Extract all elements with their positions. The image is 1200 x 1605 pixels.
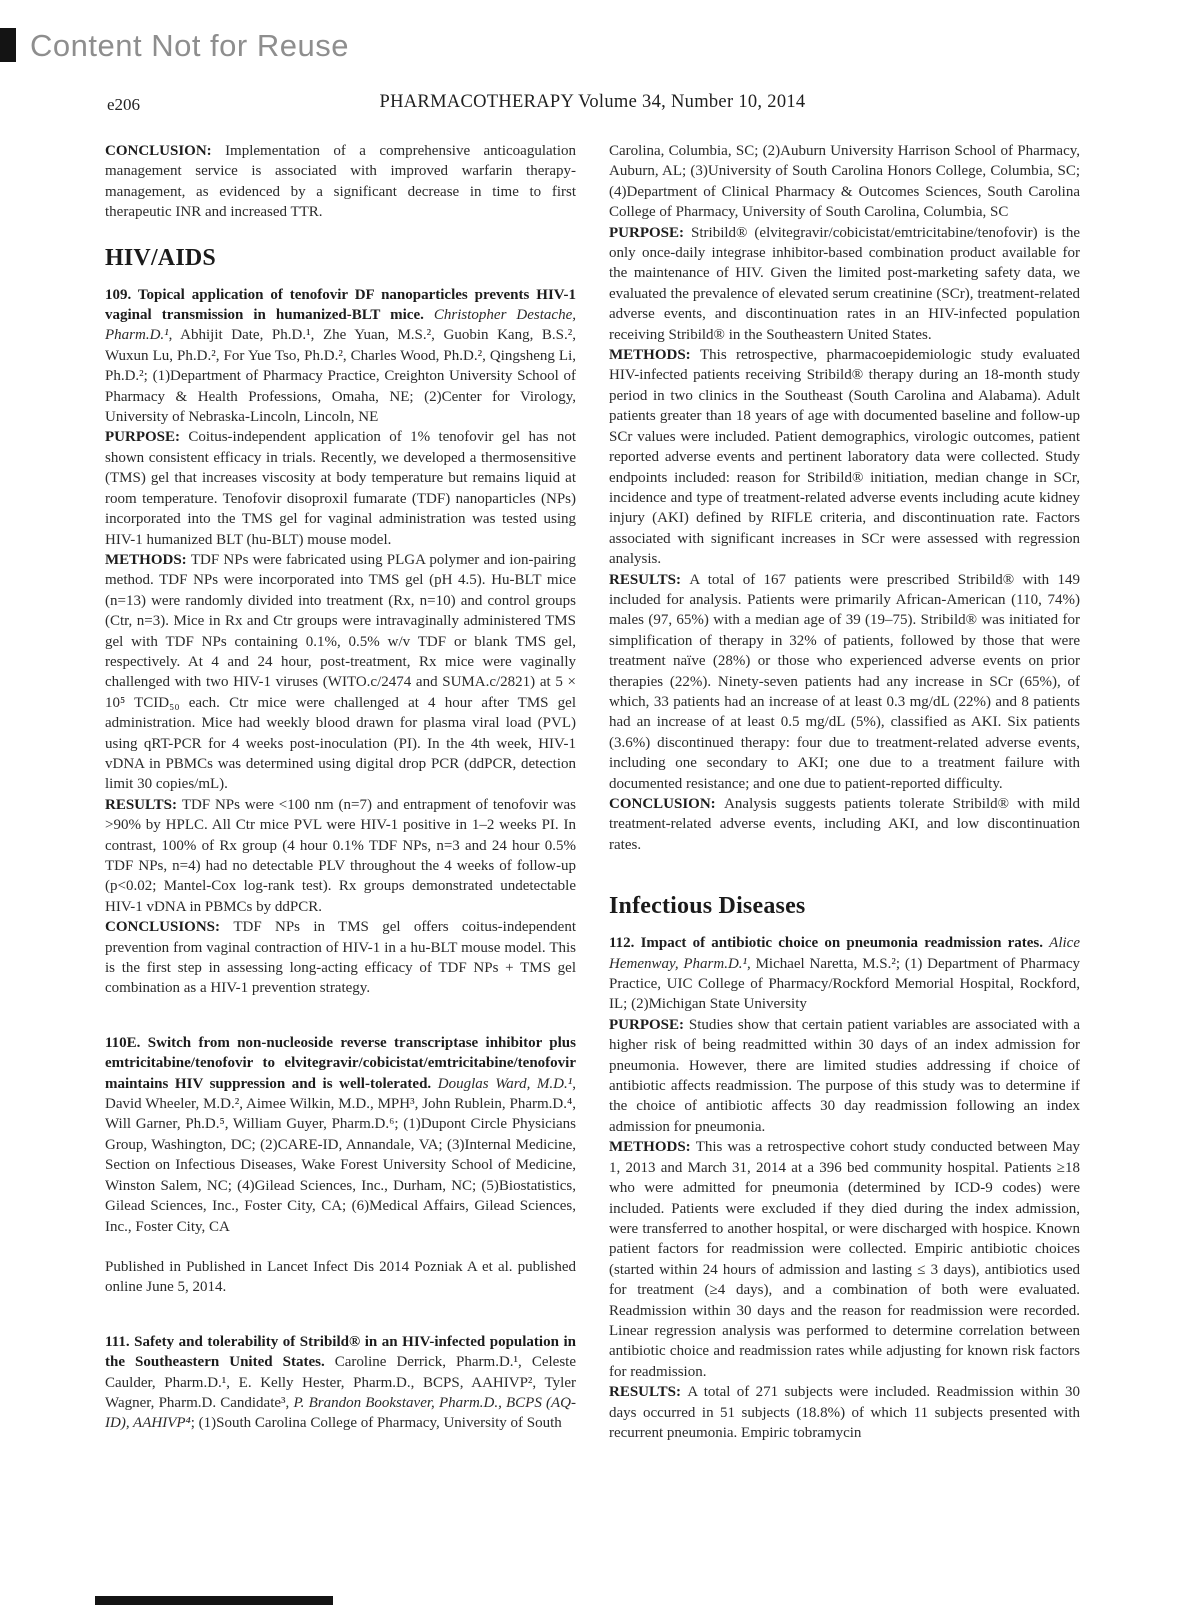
abstract-111-purpose <box>609 223 1080 345</box>
bold-text: RESULTS: <box>105 796 182 813</box>
body-text: This retrospective, pharmacoepidemiologic study evaluated HIV-infected patients receiving Stribild® therapy during an 18-month study period in two clinics in the Southeast (South Carolina and Alabama). Adult patients greater than 18 years of age with documented baseline and follow-up SCr values were included. Patient demographics, virologic outcomes, patient reported adverse events and pertinent laboratory data were collected. Study endpoints included: reason for Stribild® initiation, median change in SCr, incidence and type of treatment-related adverse events including acute kidney injury (AKI) defined by RIFLE criteria, and discontinuation rate. Factors associated with significant increases in SCr were assessed with regression analysis. <box>609 347 1080 568</box>
bold-text: METHODS: <box>609 1139 696 1156</box>
bold-text: PURPOSE: <box>609 1016 689 1033</box>
body-text: Stribild® (elvitegravir/cobicistat/emtricitabine/tenofovir) is the only once-daily integrase inhibitor-based combination product available for the maintenance of HIV. Given the limited post-marketing safety data, we evaluated the prevalence of elevated serum creatinine (SCr), treatment-related adverse events, and discontinuation rates in an HIV-infected population receiving Stribild® in the Southeastern United States. <box>609 224 1080 343</box>
body-text: A total of 271 subjects were included. Readmission within 30 days occurred in 51 subjects (18.8%) of which 11 subjects presented with recurrent pneumonia. Empiric tobramycin <box>609 1384 1080 1441</box>
body-text: Carolina, Columbia, SC; (2)Auburn University Harrison School of Pharmacy, Auburn, AL; (3)University of South Carolina Honors College, Columbia, SC; (4)Department of Clinical Pharmacy & Outcomes Sciences, South Carolina College of Pharmacy, University of South Carolina, Columbia, SC <box>609 143 1080 221</box>
section-heading: HIV/AIDS <box>105 244 216 271</box>
abstract-111-affiliations-continued <box>609 141 1080 223</box>
page-number: e206 <box>107 95 141 114</box>
abstract-109-conclusions <box>105 917 576 999</box>
italic-text: P. Brandon Bookstaver, Pharm.D., BCPS (AQ-ID), AAHIVP⁴ <box>105 1394 576 1432</box>
bold-text: PURPOSE: <box>609 224 692 241</box>
right-column <box>609 141 1080 1443</box>
italic-text: Douglas Ward, M.D.¹ <box>437 1075 573 1092</box>
body-text: This was a retrospective cohort study conducted between May 1, 2013 and March 31, 2014 at a 396 bed community hospital. Patients ≥18 who were admitted for pneumonia (determined by ICD-9 codes) were included. Patients were excluded if they died during the index admission, were transferred to another hospital, or were discharged with hospice. Known patient factors for readmission were collected. Empiric antibiotic choices (started within 24 hours of admission and lasting ≤ 3 days), antibiotics used for treatment (≥4 days), and a combination of both were evaluated. Readmission within 30 days and the reason for readmission were recorded. Linear regression analysis was performed to determine correlation between antibiotic choice and readmission rates while adjusting for known risk factors for readmission. <box>609 1139 1080 1380</box>
two-column-body <box>105 141 1080 1443</box>
abstract-109-title-authors <box>105 285 576 428</box>
bold-text: RESULTS: <box>609 1384 688 1401</box>
bold-text: METHODS: <box>105 551 191 568</box>
italic-text: Christopher Destache, Pharm.D.¹ <box>105 307 576 344</box>
abstract-111-title-authors <box>105 1332 576 1434</box>
left-column <box>105 141 576 1443</box>
bold-text: CONCLUSION: <box>105 143 226 159</box>
abstract-110e-title-authors <box>105 1033 576 1237</box>
vertical-gap <box>105 1237 576 1257</box>
body-text: ; (1)South Carolina College of Pharmacy, University of South <box>190 1415 562 1432</box>
abstract-109-purpose <box>105 427 576 549</box>
body-text: , David Wheeler, M.D.², Aimee Wilkin, M.D., MPH³, John Rublein, Pharm.D.⁴, Will Garner, Ph.D.⁵, William Guyer, Pharm.D.⁶; (1)Dupont Circle Physicians Group, Washington, DC; (2)CARE-ID, Annandale, VA; (3)Internal Medicine, Section on Infectious Diseases, Wake Forest University School of Medicine, Winston Salem, NC; (4)Gilead Sciences, Inc., Durham, NC; (5)Biostatistics, Gilead Sciences, Inc., Foster City, CA; (6)Medical Affairs, Gilead Sciences, Inc., Foster City, CA <box>105 1075 576 1235</box>
abstract-112-purpose <box>609 1015 1080 1137</box>
abstract-112-methods <box>609 1137 1080 1382</box>
scan-artifact-bottom-left <box>95 1596 333 1605</box>
bold-text: CONCLUSIONS: <box>105 919 234 936</box>
vertical-gap <box>105 1298 576 1332</box>
body-text: Implementation of a comprehensive anticoagulation management service is associated with improved warfarin therapy-management, as evidenced by a significant decrease in time to first therapeutic INR and increased TTR. <box>105 143 576 221</box>
abstract-111-conclusion <box>609 794 1080 855</box>
journal-title: PHARMACOTHERAPY Volume 34, Number 10, 2014 <box>379 92 806 112</box>
scan-artifact-top-left <box>0 28 16 62</box>
abstract-112-title-authors <box>609 933 1080 1015</box>
bold-text: CONCLUSION: <box>609 796 725 812</box>
published-note <box>105 1257 576 1298</box>
body-text: , Michael Naretta, M.S.²; (1) Department of Pharmacy Practice, UIC College of Pharmacy/Rockford Memorial Hospital, Rockford, IL; (2)Michigan State University <box>609 955 1080 1013</box>
body-text: Studies show that certain patient variables are associated with a higher risk of being readmitted within 30 days of an index admission for pneumonia. However, there are limited studies addressing if choice of antibiotic affects readmission. The purpose of this study was to determine if the choice of antibiotic affects 30 day readmission following an index admission for pneumonia. <box>609 1016 1081 1135</box>
vertical-gap <box>105 999 576 1033</box>
bold-text: RESULTS: <box>609 571 690 588</box>
abstract-111-results <box>609 570 1080 794</box>
body-text: TDF NPs were fabricated using PLGA polymer and ion-pairing method. TDF NPs were incorporated into TMS gel (pH 4.5). Hu-BLT mice (n=13) were randomly divided into treatment (Rx, n=10) and control groups (Ctr, n=3). Mice in Rx and Ctr groups were intravaginally administered TMS gel with TDF NPs containing 0.1%, 0.5% w/v TDF or blank TMS gel, respectively. At 4 and 24 hour, post-treatment, Rx mice were vaginally challenged with two HIV-1 viruses (WITO.c/2474 and SUMA.c/2821) at 5 × 10⁵ TCID₅₀ each. Ctr mice were challenged at 4 hour after TMS gel administration. Mice had weekly blood drawn for plasma viral load (PVL) using qRT-PCR for 4 weeks post-inoculation (PI). In the 4th week, HIV-1 vDNA in PBMCs was determined using digital drop PCR (ddPCR, detection limit 30 copies/mL). <box>105 551 576 793</box>
bold-text: PURPOSE: <box>105 429 189 446</box>
body-text: Coitus-independent application of 1% tenofovir gel has not shown consistent efficacy in trials. Recently, we developed a thermosensitive (TMS) gel that increases viscosity at body temperature but remains liquid at room temperature. Tenofovir disoproxil fumarate (TDF) nanoparticles (NPs) incorporated into the TMS gel for vaginal administration was tested using HIV-1 humanized BLT (hu-BLT) mouse model. <box>105 429 577 548</box>
section-heading: Infectious Diseases <box>609 893 806 920</box>
bold-text: 112. Impact of antibiotic choice on pneumonia readmission rates. <box>609 935 1050 952</box>
body-text: TDF NPs in TMS gel offers coitus-independent prevention from vaginal contraction of HIV-1 in a hu-BLT mouse model. This is the first step in assessing long-acting efficacy of TDF NPs + TMS gel combination as a HIV-1 prevention strategy. <box>105 919 576 997</box>
body-text: TDF NPs were <100 nm (n=7) and entrapment of tenofovir was >90% by HPLC. All Ctr mice PVL were HIV-1 positive in 1–2 weeks PI. In contrast, 100% of Rx group (4 hour 0.1% TDF NPs, n=3 and 24 hour 0.5% TDF NPs, n=4) had no detectable PLV throughout the 4 weeks of follow-up (p<0.02; Mantel-Cox log-rank test). Rx groups demonstrated undetectable HIV-1 vDNA in PBMCs by ddPCR. <box>105 796 576 915</box>
vertical-gap <box>609 855 1080 871</box>
bold-text: METHODS: <box>609 347 700 364</box>
bold-text: 110E. Switch from non-nucleoside reverse transcriptase inhibitor plus emtricitabine/tenofovir to elvitegravir/cobicistat/emtricitabine/tenofovir maintains HIV suppression and is well-tolerated. <box>105 1034 576 1092</box>
page-header <box>105 92 1080 122</box>
body-text: A total of 167 patients were prescribed Stribild® with 149 included for analysis. Patients were primarily African-American (110, 74%) males (97, 65%) with a median age of 39 (19–75). Stribild® was initiated for simplification of therapy in 32% of patients, followed by those that were treatment naïve (28%) or those who experienced adverse events on prior therapies (22%). Ninety-seven patients had any increase in SCr (65%), of which, 33 patients had an increase of at least 0.3 mg/dL (22%) and 8 patients had an increase of at least 0.5 mg/dL (5%), classified as AKI. Six patients (3.6%) discontinued therapy: four due to treatment-related adverse events, including one secondary to AKI; one due to a treatment failure with documented resistance; and one due to patient-reported difficulty. <box>609 571 1081 792</box>
conclusion-paragraph <box>105 141 576 223</box>
body-text: , Abhijit Date, Ph.D.¹, Zhe Yuan, M.S.², Guobin Kang, B.S.², Wuxun Lu, Ph.D.², For Yue Tso, Ph.D.², Charles Wood, Ph.D.², Qingsheng Li, Ph.D.²; (1)Department of Pharmacy Practice, Creighton University School of Pharmacy & Health Professions, Omaha, NE; (2)Center for Virology, University of Nebraska-Lincoln, Lincoln, NE <box>105 327 576 426</box>
abstract-109-methods <box>105 550 576 795</box>
abstract-111-methods <box>609 345 1080 569</box>
body-text: Caroline Derrick, Pharm.D.¹, Celeste Caulder, Pharm.D.¹, E. Kelly Hester, Pharm.D., BCPS, AAHIVP², Tyler Wagner, Pharm.D. Candidate³, <box>105 1354 576 1411</box>
body-text: Published in Published in Lancet Infect Dis 2014 Pozniak A et al. published online June 5, 2014. <box>105 1258 576 1296</box>
abstract-109-results <box>105 795 576 917</box>
watermark-text: Content Not for Reuse <box>30 28 349 63</box>
italic-text: Alice Hemenway, Pharm.D.¹ <box>609 935 1080 972</box>
abstract-112-results <box>609 1382 1080 1443</box>
body-text: Analysis suggests patients tolerate Stribild® with mild treatment-related adverse events, including AKI, and low discontinuation rates. <box>609 796 1080 853</box>
bold-text: 109. Topical application of tenofovir DF nanoparticles prevents HIV-1 vaginal transmission in humanized-BLT mice. <box>105 286 576 324</box>
bold-text: 111. Safety and tolerability of Stribild® in an HIV-infected population in the Southeastern United States. <box>105 1333 576 1371</box>
